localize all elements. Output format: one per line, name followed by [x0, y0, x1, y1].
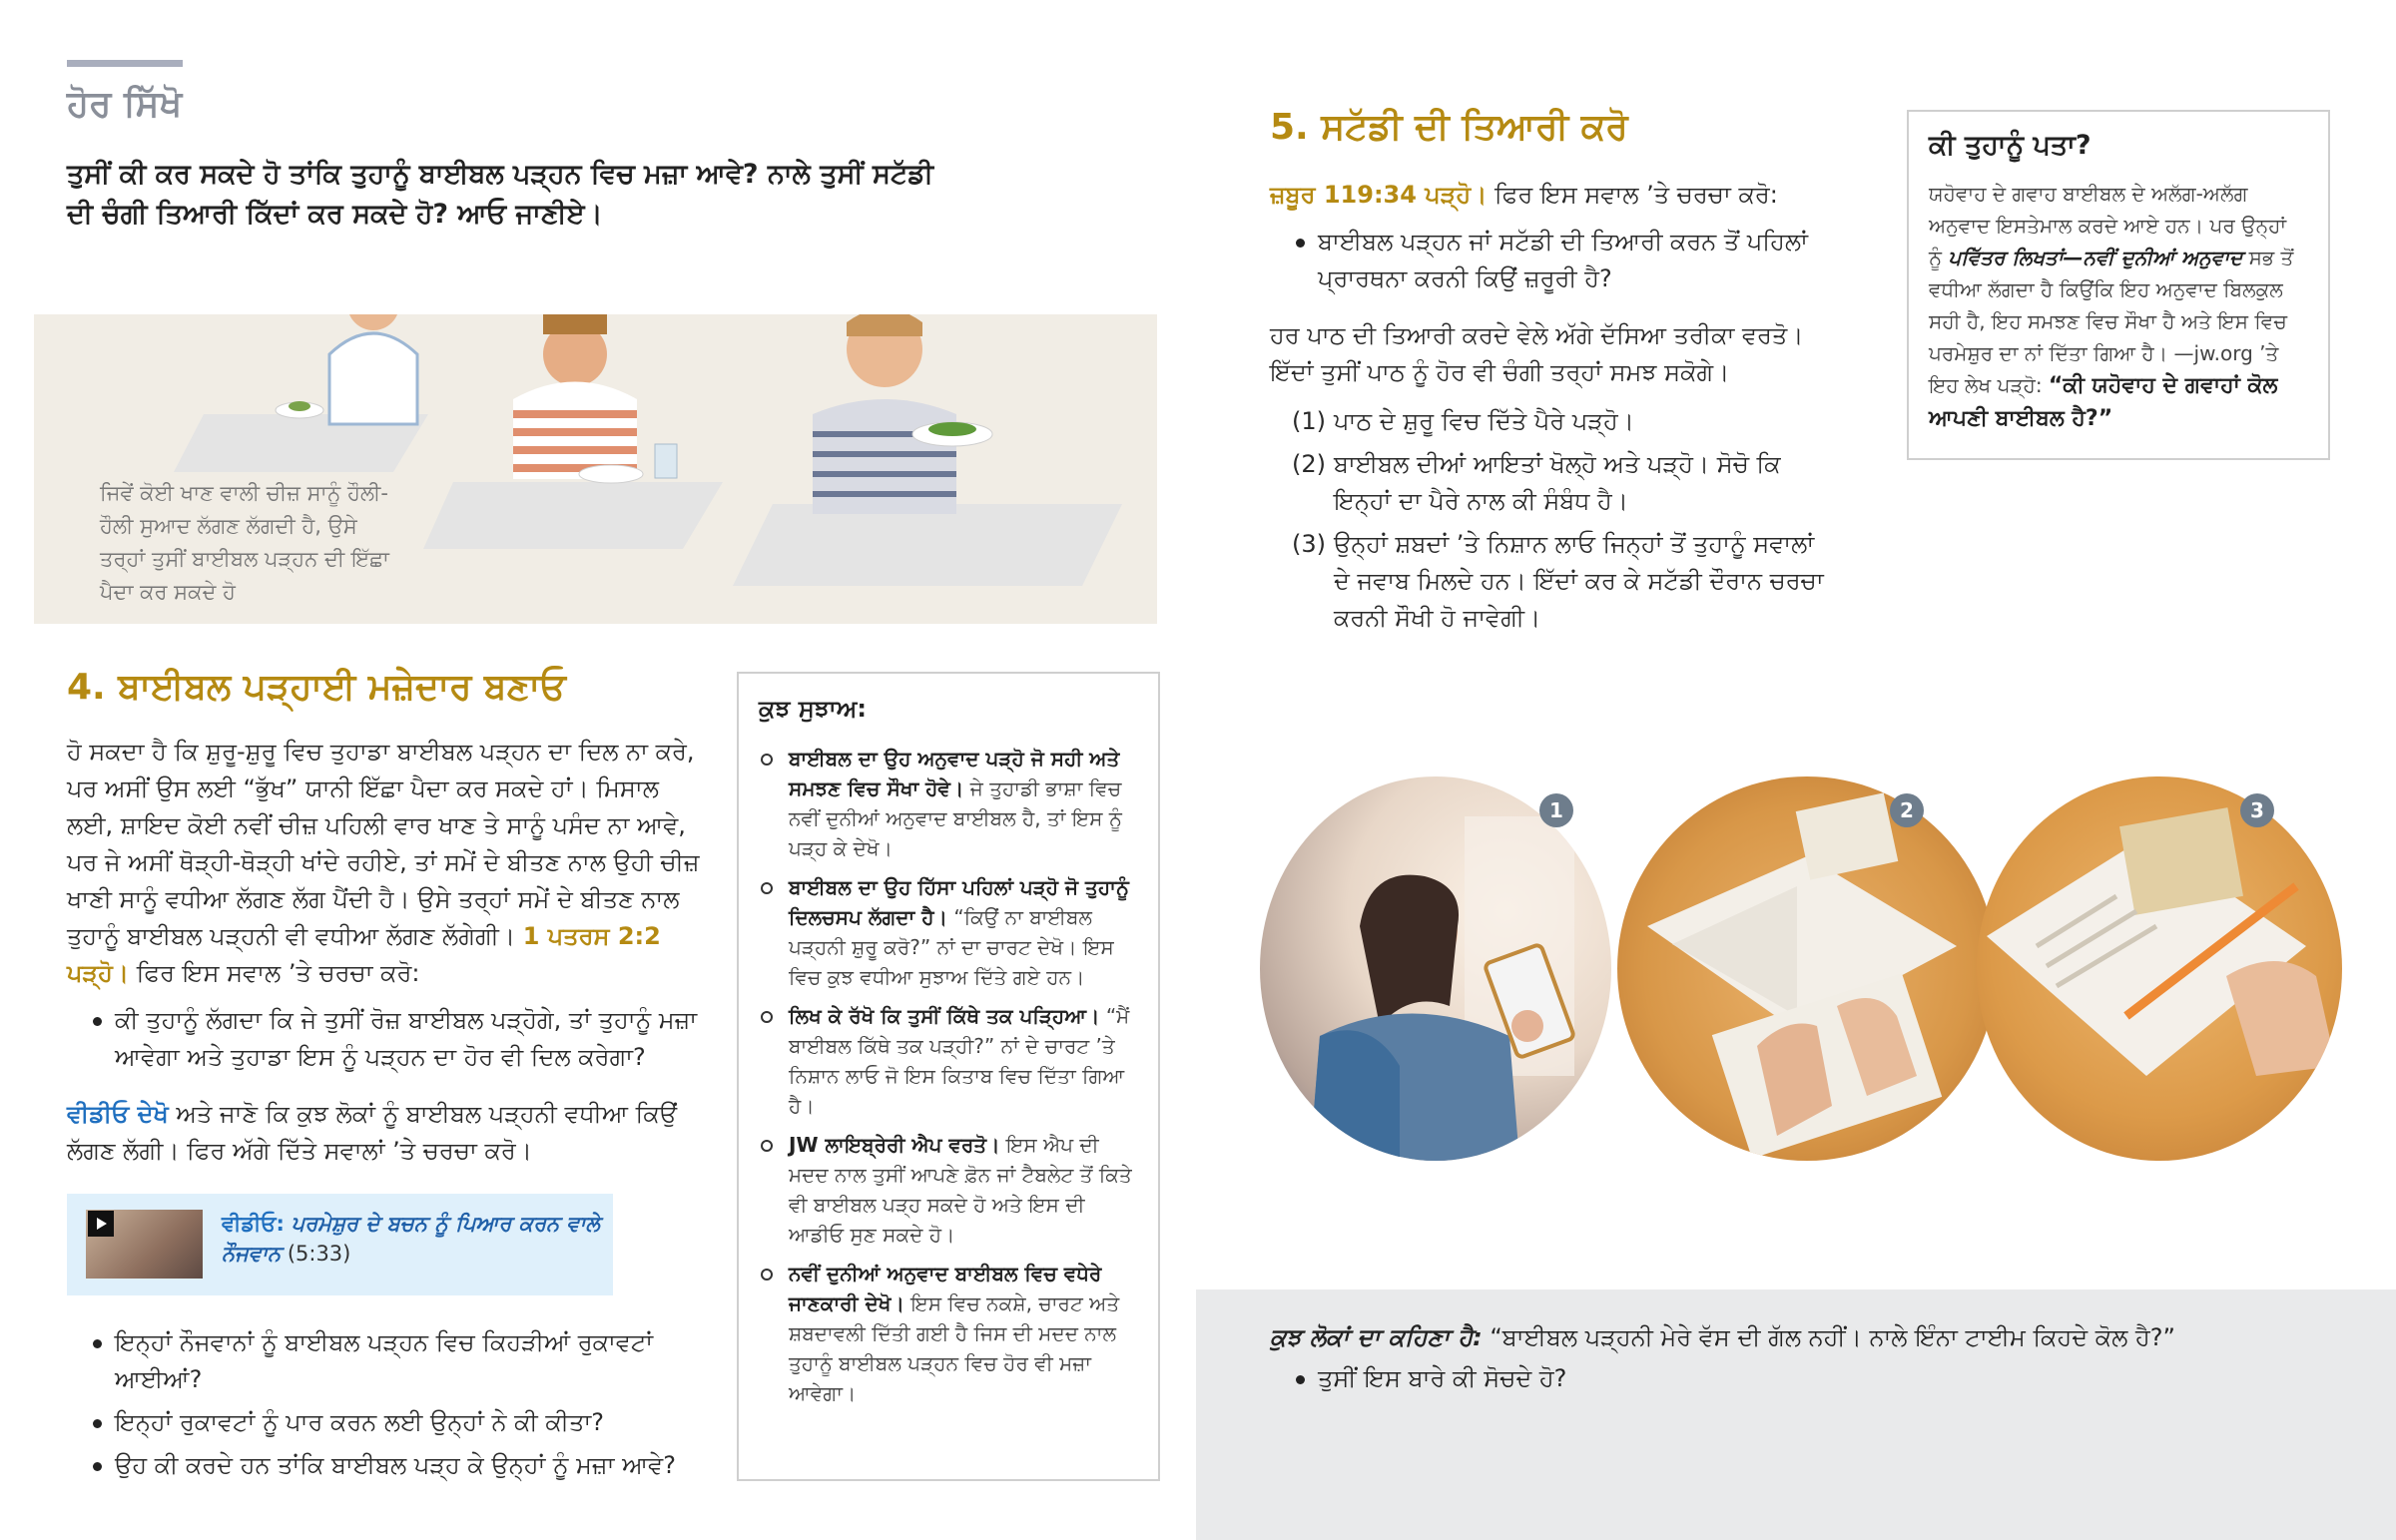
step-text: ਉਨ੍ਹਾਂ ਸ਼ਬਦਾਂ ’ਤੇ ਨਿਸ਼ਾਨ ਲਾਓ ਜਿਨ੍ਹਾਂ ਤੋਂ ਤੁਹਾਨੂੰ ਸਵਾਲਾਂ ਦੇ ਜਵਾਬ ਮਿਲਦੇ ਹਨ। ਇੱਦਾਂ ਕਰ ਕੇ ਸਟੱਡੀ ਦੌਰਾਨ ਚਰਚਾ ਕਰਨੀ ਸੌਖੀ ਹੋ ਜਾਵੇਗੀ।: [1334, 530, 1824, 632]
step-badge-1: 1: [1539, 793, 1573, 827]
did-you-know-text-1: ਯਹੋਵਾਹ ਦੇ ਗਵਾਹ ਬਾਈਬਲ ਦੇ ਅਲੱਗ-ਅਲੱਗ ਅਨੁਵਾਦ ਇਸਤੇਮਾਲ ਕਰਦੇ ਆਏ ਹਨ। ਪਰ ਉਨ੍ਹਾਂ ਨੂੰ: [1929, 182, 2287, 269]
study-circle-3: [1977, 776, 2342, 1161]
step-number: (2): [1292, 450, 1326, 478]
tip-item: [759, 1130, 1133, 1250]
some-people-say-quote: “ਬਾਈਬਲ ਪੜ੍ਹਨੀ ਮੇਰੇ ਵੱਸ ਦੀ ਗੱਲ ਨਹੀਂ। ਨਾਲੇ ਇੰਨਾ ਟਾਈਮ ਕਿਹਦੇ ਕੋਲ ਹੈ?”: [1490, 1323, 2175, 1351]
step-item: [1270, 526, 1829, 637]
tip-bold: ਲਿਖ ਕੇ ਰੱਖੋ ਕਿ ਤੁਸੀਂ ਕਿੱਥੇ ਤਕ ਪੜ੍ਹਿਆ।: [789, 1004, 1100, 1028]
tip-item: [759, 1259, 1133, 1408]
step-badge-3: 3: [2240, 793, 2274, 827]
study-steps: [1270, 403, 1829, 637]
video-questions: [67, 1324, 706, 1484]
tip-bold: ਬਾਈਬਲ ਦਾ ਉਹ ਹਿੱਸਾ ਪਹਿਲਾਂ ਪੜ੍ਹੋ ਜੋ ਤੁਹਾਨੂੰ ਦਿਲਚਸਪ ਲੱਗਦਾ ਹੈ।: [789, 875, 1129, 929]
section-5-paragraph: ਹਰ ਪਾਠ ਦੀ ਤਿਆਰੀ ਕਰਦੇ ਵੇਲੇ ਅੱਗੇ ਦੱਸਿਆ ਤਰੀਕਾ ਵਰਤੋ। ਇੱਦਾਂ ਤੁਸੀਂ ਪਾਠ ਨੂੰ ਹੋਰ ਵੀ ਚੰਗੀ ਤਰ੍ਹਾਂ ਸਮਝ ਸਕੋਗੇ।: [1270, 321, 1804, 386]
section-5-heading: 5. ਸਟੱਡੀ ਦੀ ਤਿਆਰੀ ਕਰੋ: [1270, 107, 1628, 148]
video-duration: (5:33): [287, 1242, 351, 1266]
watch-video-link[interactable]: ਵੀਡੀਓ ਦੇਖੋ: [67, 1100, 169, 1128]
did-you-know-text: [1929, 178, 2303, 435]
article-link[interactable]: “ਕੀ ਯਹੋਵਾਹ ਦੇ ਗਵਾਹਾਂ ਕੋਲ ਆਪਣੀ ਬਾਈਬਲ ਹੈ?”: [1929, 373, 2278, 431]
tip-text: “ਮੈਂ ਬਾਈਬਲ ਕਿੱਥੇ ਤਕ ਪੜ੍ਹੀ?” ਨਾਂ ਦੇ ਚਾਰਟ ’ਤੇ ਨਿਸ਼ਾਨ ਲਾਓ ਜੋ ਇਸ ਕਿਤਾਬ ਵਿਚ ਦਿੱਤਾ ਗਿਆ ਹੈ।: [789, 1004, 1130, 1118]
step-item: [1270, 403, 1829, 440]
tip-item: [759, 872, 1133, 992]
section-5-body: [1270, 177, 1829, 643]
tip-bold: ਨਵੀਂ ਦੁਨੀਆਂ ਅਨੁਵਾਦ ਬਾਈਬਲ ਵਿਚ ਵਧੇਰੇ ਜਾਣਕਾਰੀ ਦੇਖੋ।: [789, 1262, 1102, 1315]
question-list: [1270, 1360, 2328, 1397]
video-intro: [67, 1096, 706, 1170]
list-item: ਤੁਸੀਂ ਇਸ ਬਾਰੇ ਕੀ ਸੋਚਦੇ ਹੋ?: [1270, 1360, 2328, 1397]
step-text: ਪਾਠ ਦੇ ਸ਼ੁਰੂ ਵਿਚ ਦਿੱਤੇ ਪੈਰੇ ਪੜ੍ਹੋ।: [1334, 407, 1634, 435]
scripture-link-1peter[interactable]: 1 ਪਤਰਸ 2:2 ਪੜ੍ਹੋ।: [67, 922, 661, 987]
video-question-list: [67, 1324, 706, 1484]
learn-more-title: ਹੋਰ ਸਿੱਖੋ: [67, 84, 183, 125]
step-text: ਬਾਈਬਲ ਦੀਆਂ ਆਇਤਾਂ ਖੋਲ੍ਹੋ ਅਤੇ ਪੜ੍ਹੋ। ਸੋਚੋ ਕਿ ਇਨ੍ਹਾਂ ਦਾ ਪੈਰੇ ਨਾਲ ਕੀ ਸੰਬੰਧ ਹੈ।: [1334, 450, 1781, 515]
intro-text: ਤੁਸੀਂ ਕੀ ਕਰ ਸਕਦੇ ਹੋ ਤਾਂਕਿ ਤੁਹਾਨੂੰ ਬਾਈਬਲ ਪੜ੍ਹਨ ਵਿਚ ਮਜ਼ਾ ਆਵੇ? ਨਾਲੇ ਤੁਸੀਂ ਸਟੱਡੀ ਦੀ ਚੰਗੀ ਤਿਆਰੀ ਕਿੱਦਾਂ ਕਰ ਸਕਦੇ ਹੋ? ਆਓ ਜਾਣੀਏ।: [67, 159, 933, 230]
list-item: ਇਨ੍ਹਾਂ ਨੌਜਵਾਨਾਂ ਨੂੰ ਬਾਈਬਲ ਪੜ੍ਹਨ ਵਿਚ ਕਿਹੜੀਆਂ ਰੁਕਾਵਟਾਂ ਆਈਆਂ?: [67, 1324, 706, 1398]
section-4-heading: 4. ਬਾਈਬਲ ਪੜ੍ਹਾਈ ਮਜ਼ੇਦਾਰ ਬਣਾਓ: [67, 667, 566, 708]
tip-item: [759, 744, 1133, 863]
list-item: ਕੀ ਤੁਹਾਨੂੰ ਲੱਗਦਾ ਕਿ ਜੇ ਤੁਸੀਂ ਰੋਜ਼ ਬਾਈਬਲ ਪੜ੍ਹੋਗੇ, ਤਾਂ ਤੁਹਾਨੂੰ ਮਜ਼ਾ ਆਵੇਗਾ ਅਤੇ ਤੁਹਾਡਾ ਇਸ ਨੂੰ ਪੜ੍ਹਨ ਦਾ ਹੋਰ ਵੀ ਦਿਲ ਕਰੇਗਾ?: [67, 1002, 706, 1076]
study-circle-1: [1260, 776, 1611, 1161]
tip-text: ਇਸ ਵਿਚ ਨਕਸ਼ੇ, ਚਾਰਟ ਅਤੇ ਸ਼ਬਦਾਵਲੀ ਦਿੱਤੀ ਗਈ ਹੈ ਜਿਸ ਦੀ ਮਦਦ ਨਾਲ ਤੁਹਾਨੂੰ ਬਾਈਬਲ ਪੜ੍ਹਨ ਵਿਚ ਹੋਰ ਵੀ ਮਜ਼ਾ ਆਵੇਗਾ।: [789, 1291, 1120, 1405]
step-number: (1): [1292, 407, 1326, 435]
illustration-caption: ਜਿਵੇਂ ਕੋਈ ਖਾਣ ਵਾਲੀ ਚੀਜ਼ ਸਾਨੂੰ ਹੌਲੀ-ਹੌਲੀ ਸੁਆਦ ਲੱਗਣ ਲੱਗਦੀ ਹੈ, ਉਸੇ ਤਰ੍ਹਾਂ ਤੁਸੀਂ ਬਾਈਬਲ ਪੜ੍ਹਨ ਦੀ ਇੱਛਾ ਪੈਦਾ ਕਰ ਸਕਦੇ ਹੋ: [100, 481, 389, 604]
marking-book-image: [1977, 776, 2342, 1161]
video-intro-text: ਅਤੇ ਜਾਣੋ ਕਿ ਕੁਝ ਲੋਕਾਂ ਨੂੰ ਬਾਈਬਲ ਪੜ੍ਹਨੀ ਵਧੀਆ ਕਿਉਂ ਲੱਗਣ ਲੱਗੀ। ਫਿਰ ਅੱਗੇ ਦਿੱਤੇ ਸਵਾਲਾਂ ’ਤੇ ਚਰਚਾ ਕਰੋ।: [67, 1100, 678, 1165]
tip-text: “ਕਿਉਂ ਨਾ ਬਾਈਬਲ ਪੜ੍ਹਨੀ ਸ਼ੁਰੂ ਕਰੋ?” ਨਾਂ ਦਾ ਚਾਰਟ ਦੇਖੋ। ਇਸ ਵਿਚ ਕੁਝ ਵਧੀਆ ਸੁਝਾਅ ਦਿੱਤੇ ਗਏ ਹਨ।: [789, 905, 1114, 989]
did-you-know-title: ਕੀ ਤੁਹਾਨੂੰ ਪਤਾ?: [1929, 130, 2092, 161]
section-divider-bar: [67, 60, 183, 67]
step-item: [1270, 446, 1829, 520]
list-item: ਉਹ ਕੀ ਕਰਦੇ ਹਨ ਤਾਂਕਿ ਬਾਈਬਲ ਪੜ੍ਹ ਕੇ ਉਨ੍ਹਾਂ ਨੂੰ ਮਜ਼ਾ ਆਵੇ?: [67, 1447, 706, 1484]
section-4-body: [67, 734, 706, 1170]
tip-bold: JW ਲਾਇਬ੍ਰੇਰੀ ਐਪ ਵਰਤੋ।: [789, 1133, 1000, 1157]
tip-bold: ਬਾਈਬਲ ਦਾ ਉਹ ਅਨੁਵਾਦ ਪੜ੍ਹੋ ਜੋ ਸਹੀ ਅਤੇ ਸਮਝਣ ਵਿਚ ਸੌਖਾ ਹੋਵੇ।: [789, 747, 1120, 800]
tip-text: ਇਸ ਐਪ ਦੀ ਮਦਦ ਨਾਲ ਤੁਸੀਂ ਆਪਣੇ ਫ਼ੋਨ ਜਾਂ ਟੈਬਲੇਟ ਤੋਂ ਕਿਤੇ ਵੀ ਬਾਈਬਲ ਪੜ੍ਹ ਸਕਦੇ ਹੋ ਅਤੇ ਇਸ ਦੀ ਆਡੀਓ ਸੁਣ ਸਕਦੇ ਹੋ।: [789, 1133, 1132, 1247]
tips-title: ਕੁਝ ਸੁਝਾਅ:: [759, 695, 868, 723]
girl-reading-phone-image: [1260, 776, 1611, 1161]
question-list: [1270, 224, 1829, 297]
some-people-say-text: [1270, 1319, 2328, 1397]
discuss-prompt: ਫਿਰ ਇਸ ਸਵਾਲ ’ਤੇ ਚਰਚਾ ਕਰੋ:: [1495, 181, 1778, 209]
tips-list: [759, 744, 1133, 1417]
video-title[interactable]: ਪਰਮੇਸ਼ੁਰ ਦੇ ਬਚਨ ਨੂੰ ਪਿਆਰ ਕਰਨ ਵਾਲੇ ਨੌਜਵਾਨ: [222, 1212, 600, 1266]
section-4-paragraph: ਹੋ ਸਕਦਾ ਹੈ ਕਿ ਸ਼ੁਰੂ-ਸ਼ੁਰੂ ਵਿਚ ਤੁਹਾਡਾ ਬਾਈਬਲ ਪੜ੍ਹਨ ਦਾ ਦਿਲ ਨਾ ਕਰੇ, ਪਰ ਅਸੀਂ ਉਸ ਲਈ “ਭੁੱਖ” ਯਾਨੀ ਇੱਛਾ ਪੈਦਾ ਕਰ ਸਕਦੇ ਹਾਂ। ਮਿਸਾਲ ਲਈ, ਸ਼ਾਇਦ ਕੋਈ ਨਵੀਂ ਚੀਜ਼ ਪਹਿਲੀ ਵਾਰ ਖਾਣ ਤੇ ਸਾਨੂੰ ਪਸੰਦ ਨਾ ਆਵੇ, ਪਰ ਜੇ ਅਸੀਂ ਥੋੜ੍ਹੀ-ਥੋੜ੍ਹੀ ਖਾਂਦੇ ਰਹੀਏ, ਤਾਂ ਸਮੇਂ ਦੇ ਬੀਤਣ ਨਾਲ ਉਹੀ ਚੀਜ਼ ਖਾਣੀ ਸਾਨੂੰ ਵਧੀਆ ਲੱਗਣ ਲੱਗ ਪੈਂਦੀ ਹੈ। ਉਸੇ ਤਰ੍ਹਾਂ ਸਮੇਂ ਦੇ ਬੀਤਣ ਨਾਲ ਤੁਹਾਨੂੰ ਬਾਈਬਲ ਪੜ੍ਹਨੀ ਵੀ ਵਧੀਆ ਲੱਗਣ ਲੱਗੇਗੀ।: [67, 738, 700, 950]
video-prefix: ਵੀਡੀਓ:: [222, 1212, 285, 1236]
list-item: ਇਨ੍ਹਾਂ ਰੁਕਾਵਟਾਂ ਨੂੰ ਪਾਰ ਕਰਨ ਲਈ ਉਨ੍ਹਾਂ ਨੇ ਕੀ ਕੀਤਾ?: [67, 1404, 706, 1441]
video-label[interactable]: [222, 1209, 601, 1269]
step-badge-2: 2: [1890, 793, 1924, 827]
some-people-say-label: ਕੁਝ ਲੋਕਾਂ ਦਾ ਕਹਿਣਾ ਹੈ:: [1270, 1323, 1483, 1351]
nwt-title: ਪਵਿੱਤਰ ਲਿਖਤਾਂ—ਨਵੀਂ ਦੁਨੀਆਂ ਅਨੁਵਾਦ: [1948, 246, 2243, 269]
open-book-image: [1617, 776, 1997, 1161]
step-number: (3): [1292, 530, 1326, 558]
question-list: [67, 1002, 706, 1076]
tip-text: ਜੇ ਤੁਹਾਡੀ ਭਾਸ਼ਾ ਵਿਚ ਨਵੀਂ ਦੁਨੀਆਂ ਅਨੁਵਾਦ ਬਾਈਬਲ ਹੈ, ਤਾਂ ਇਸ ਨੂੰ ਪੜ੍ਹ ਕੇ ਦੇਖੋ।: [789, 776, 1122, 860]
scripture-link-psalm[interactable]: ਜ਼ਬੂਰ 119:34 ਪੜ੍ਹੋ।: [1270, 181, 1488, 209]
tip-item: [759, 1001, 1133, 1121]
study-circle-2: [1617, 776, 1997, 1161]
discuss-prompt: ਫਿਰ ਇਸ ਸਵਾਲ ’ਤੇ ਚਰਚਾ ਕਰੋ:: [136, 959, 420, 987]
list-item: ਬਾਈਬਲ ਪੜ੍ਹਨ ਜਾਂ ਸਟੱਡੀ ਦੀ ਤਿਆਰੀ ਕਰਨ ਤੋਂ ਪਹਿਲਾਂ ਪ੍ਰਾਰਥਨਾ ਕਰਨੀ ਕਿਉਂ ਜ਼ਰੂਰੀ ਹੈ?: [1270, 224, 1829, 297]
play-icon[interactable]: [88, 1211, 114, 1237]
did-you-know-text-2: ਸਭ ਤੋਂ ਵਧੀਆ ਲੱਗਦਾ ਹੈ ਕਿਉਂਕਿ ਇਹ ਅਨੁਵਾਦ ਬਿਲਕੁਲ ਸਹੀ ਹੈ, ਇਹ ਸਮਝਣ ਵਿਚ ਸੌਖਾ ਹੈ ਅਤੇ ਇਸ ਵਿਚ ਪਰਮੇਸ਼ੁਰ ਦਾ ਨਾਂ ਦਿੱਤਾ ਗਿਆ ਹੈ। —jw.org ’ਤੇ ਇਹ ਲੇਖ ਪੜ੍ਹੋ:: [1929, 246, 2294, 397]
